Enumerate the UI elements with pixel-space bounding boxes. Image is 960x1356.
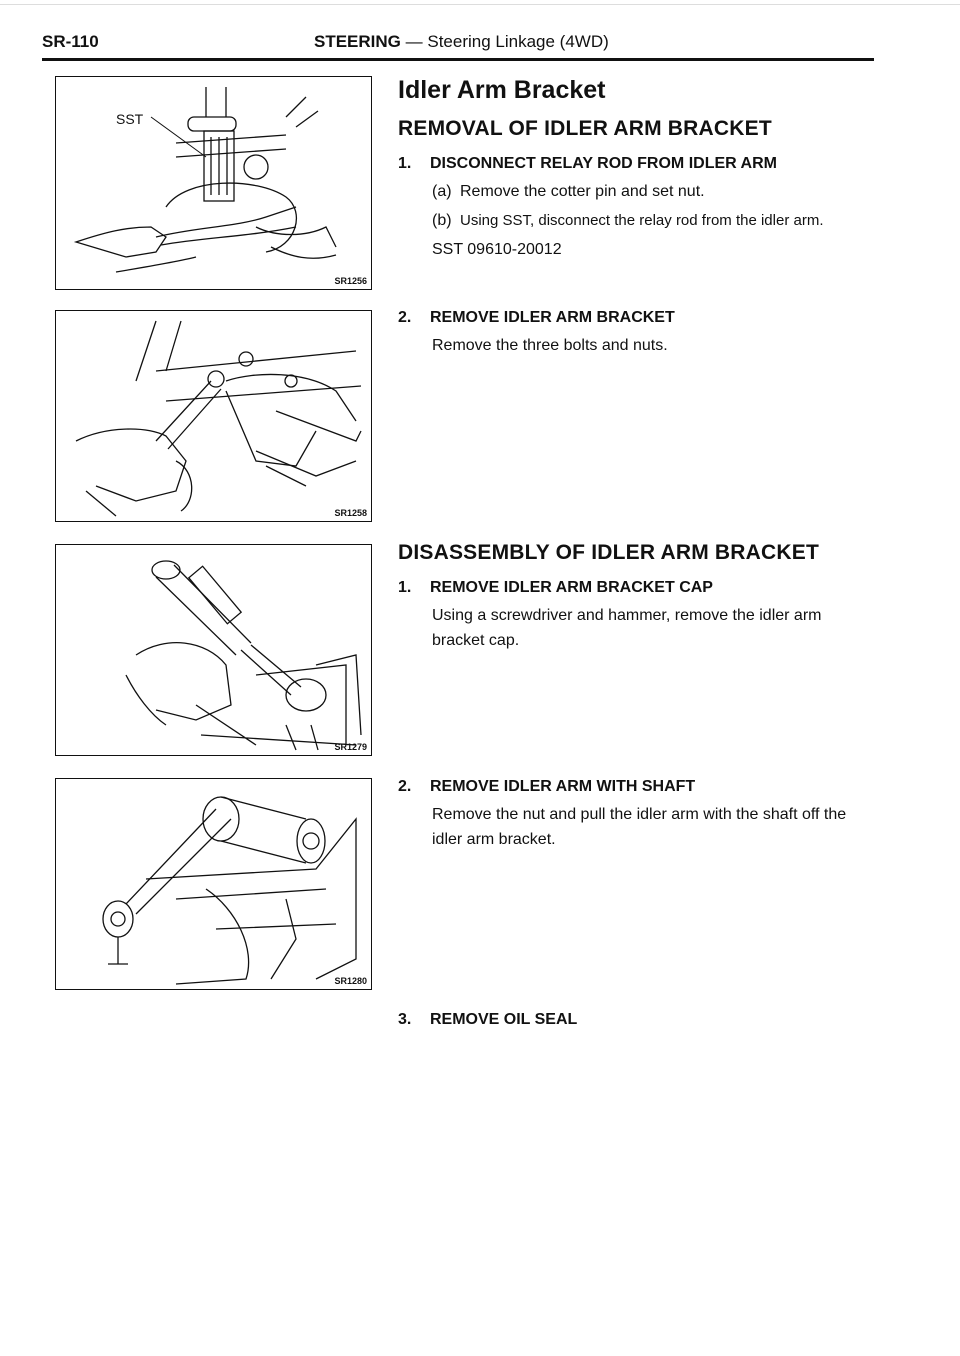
section-title: STEERING — Steering Linkage (4WD) [314,32,609,51]
figure-remove-arm-shaft [55,778,372,990]
sst-number: SST 09610-20012 [432,241,562,258]
figure-id: SR1279 [334,742,367,752]
top-scan-line [0,4,960,5]
removal-step-2-title: 2. REMOVE IDLER ARM BRACKET [398,309,675,326]
disassembly-step-3-title: 3. REMOVE OIL SEAL [398,1011,578,1028]
removal-step-1-title: 1. DISCONNECT RELAY ROD FROM IDLER ARM [398,155,777,172]
figure-remove-cap [55,544,372,756]
disassembly-step-3 [398,1011,878,1029]
illustration-screwdriver-hammer [56,545,371,755]
page-title: Idler Arm Bracket [398,76,606,104]
page-number: SR-110 [42,32,99,51]
illustration-sst-tool [56,77,371,289]
disassembly-step-2-text: Remove the nut and pull the idler arm with the shaft off the idler arm bracket. [432,806,847,848]
figure-id: SR1280 [334,976,367,986]
figure-id: SR1258 [334,508,367,518]
substep-b: (b) Using SST, disconnect the relay rod from the idler arm. [432,212,824,229]
illustration-wrench-bolts [56,311,371,521]
figure-remove-bracket [55,310,372,522]
removal-heading: REMOVAL OF IDLER ARM BRACKET [398,117,772,140]
disassembly-heading: DISASSEMBLY OF IDLER ARM BRACKET [398,541,819,564]
removal-step-2 [398,309,878,358]
figure-label-sst: SST [116,111,144,127]
substep-a: (a) Remove the cotter pin and set nut. [432,183,705,200]
removal-step-2-text: Remove the three bolts and nuts. [432,337,668,354]
disassembly-step-2-title: 2. REMOVE IDLER ARM WITH SHAFT [398,778,696,795]
removal-section [398,117,878,262]
figure-sst-disconnect [55,76,372,290]
header-rule [42,58,874,61]
disassembly-step-1-text: Using a screwdriver and hammer, remove the idler arm bracket cap. [432,607,822,649]
disassembly-section [398,541,878,653]
disassembly-step-2 [398,778,878,852]
disassembly-step-1-title: 1. REMOVE IDLER ARM BRACKET CAP [398,579,713,596]
figure-id: SR1256 [334,276,367,286]
removal-step-1-body [398,179,878,262]
illustration-idler-arm-shaft [56,779,371,989]
page-header [42,32,874,56]
